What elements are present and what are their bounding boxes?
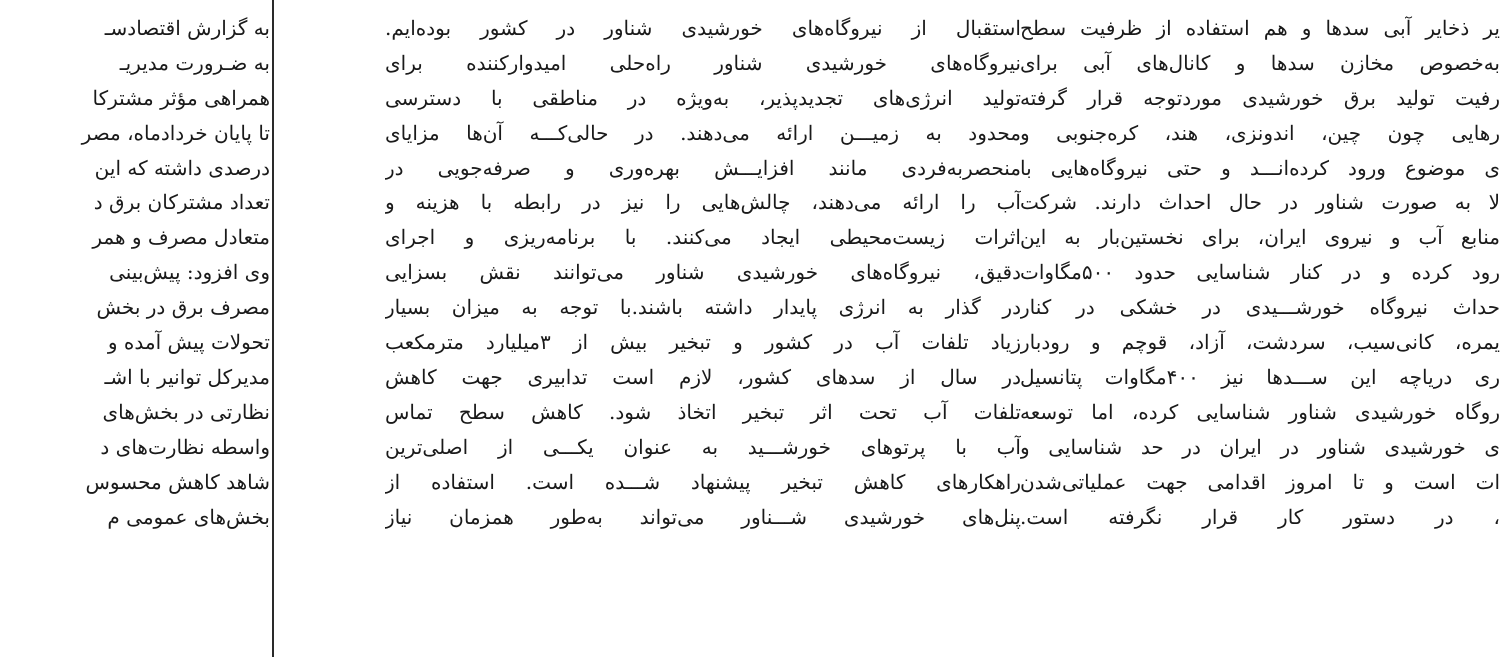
- text-line: تحولات پیش آمده و: [107, 330, 270, 355]
- text-line: اثرات زیست‌محیطی ایجاد می‌کنند. با برنامه‌ریزی و اجرای: [385, 225, 1021, 250]
- text-line: منابع آب و نیروی ایران، برای نخستین‌بار به این: [1020, 225, 1500, 250]
- text-line: ی خورشیدی شناور در ایران در حد شناسایی و: [1020, 434, 1500, 459]
- text-line: [385, 0, 1021, 11]
- text-line: واسطه نظارت‌های د: [100, 434, 270, 459]
- text-line: به گزارش اقتصادسـ: [104, 15, 270, 40]
- text-line: تا پایان خردادماه، مصر: [81, 120, 270, 145]
- article-column-right: [1020, 0, 1500, 569]
- text-line: یمره، کانی‌سیب، سردشت، آزاد، قوچم و رودبار: [1020, 330, 1500, 355]
- text-line: شاهد کاهش محسوس: [85, 469, 270, 494]
- text-line: همراهی مؤثر مشترکا: [92, 85, 270, 110]
- text-line: لا به صورت شناور در حال احداث دارند. شرکت: [1020, 190, 1500, 215]
- article-column-left: [0, 0, 270, 569]
- text-line: ، در دستور کار قرار نگرفته است.: [1020, 504, 1500, 529]
- text-line: به‌خصوص مخازن سدها و کانال‌های آبی برای: [1020, 50, 1500, 75]
- text-line: [0, 0, 270, 11]
- text-line: پنل‌های خورشیدی شـــناور می‌تواند به‌طور همزمان نیاز: [385, 504, 1021, 529]
- text-line: رود کرده و در کنار شناسایی حدود ۵۰۰مگاوات: [1020, 260, 1500, 285]
- text-line: آب را ارائه می‌دهند، چالش‌هایی را نیز در رابطه با هزینه و: [385, 190, 1021, 215]
- text-line: نیروگاه‌های خورشیدی شناور راه‌حلی امیدوارکننده برای: [385, 50, 1021, 75]
- text-line: وی افزود: پیش‌بینی: [109, 260, 270, 285]
- text-line: در گذار به انرژی پایدار داشته باشند.با توجه به میزان بسیار: [385, 295, 1021, 320]
- text-line: راهکارهای کاهش تبخیر پیشنهاد شـــده است. استفاده از: [385, 469, 1021, 494]
- text-line: محدود به زمیـــن ارائه می‌دهند. در حالی‌کـــه آن‌ها مزایای: [385, 120, 1021, 145]
- text-line: متعادل مصرف و همر: [92, 225, 270, 250]
- text-line: [385, 535, 1021, 570]
- text-line: مدیرکل توانیر با اشـ: [104, 364, 270, 389]
- text-line: رهایی چون چین، اندونزی، هند، کره‌جنوبی و: [1020, 120, 1500, 145]
- text-line: [1020, 0, 1500, 11]
- text-line: مصرف برق در بخش: [96, 295, 270, 320]
- text-line: ات است و تا امروز اقدامی جهت عملیاتی‌شدن: [1020, 469, 1500, 494]
- text-line: استقبال از نیروگاه‌های خورشیدی شناور در کشور بوده‌ایم.: [385, 15, 1021, 40]
- text-line: به ضـرورت مدیریـ: [119, 50, 270, 75]
- text-line: ری دریاچه این ســـدها نیز ۴۰۰مگاوات پتانسیل: [1020, 364, 1500, 389]
- text-line: حداث نیروگاه خورشـــیدی در خشکی در کنار: [1020, 295, 1500, 320]
- text-line: دقیق، نیروگاه‌های خورشیدی شناور می‌توانند نقش بسزایی: [385, 260, 1021, 285]
- text-line: درصدی داشته که این: [94, 155, 270, 180]
- text-line: [0, 535, 270, 570]
- text-line: تلفات آب تحت اثر تبخیر اتخاذ شود. کاهش سطح تماس: [385, 399, 1021, 424]
- text-line: رفیت تولید برق خورشیدی موردتوجه قرار گرفته: [1020, 85, 1500, 110]
- text-line: آب با پرتوهای خورشـــید به عنوان یکـــی از اصلی‌ترین: [385, 434, 1021, 459]
- text-line: تولید انرژی‌های تجدیدپذیر، به‌ویژه در مناطقی با دسترسی: [385, 85, 1021, 110]
- text-line: یر ذخایر آبی سدها و هم استفاده از ظرفیت سطح: [1020, 15, 1500, 40]
- text-line: ی موضوع ورود کرده‌انـــد و حتی نیروگاه‌هایی با: [1020, 155, 1500, 180]
- text-line: در سال از سدهای کشور، لازم است تدابیری جهت کاهش: [385, 364, 1021, 389]
- text-line: روگاه خورشیدی شناور شناسایی کرده، اما توسعه: [1020, 399, 1500, 424]
- text-line: [1020, 535, 1500, 570]
- text-line: نظارتی در بخش‌های: [102, 399, 270, 424]
- text-line: بخش‌های عمومی م: [107, 504, 270, 529]
- text-line: تعداد مشترکان برق د: [93, 190, 270, 215]
- article-column-middle: [385, 0, 1021, 569]
- text-line: منحصربه‌فردی مانند افزایـــش بهره‌وری و صرفه‌جویی در: [385, 155, 1021, 180]
- text-line: زیاد تلفات آب در کشور و تبخیر بیش از ۳میلیارد مترمکعب: [385, 330, 1021, 355]
- column-divider: [272, 0, 274, 657]
